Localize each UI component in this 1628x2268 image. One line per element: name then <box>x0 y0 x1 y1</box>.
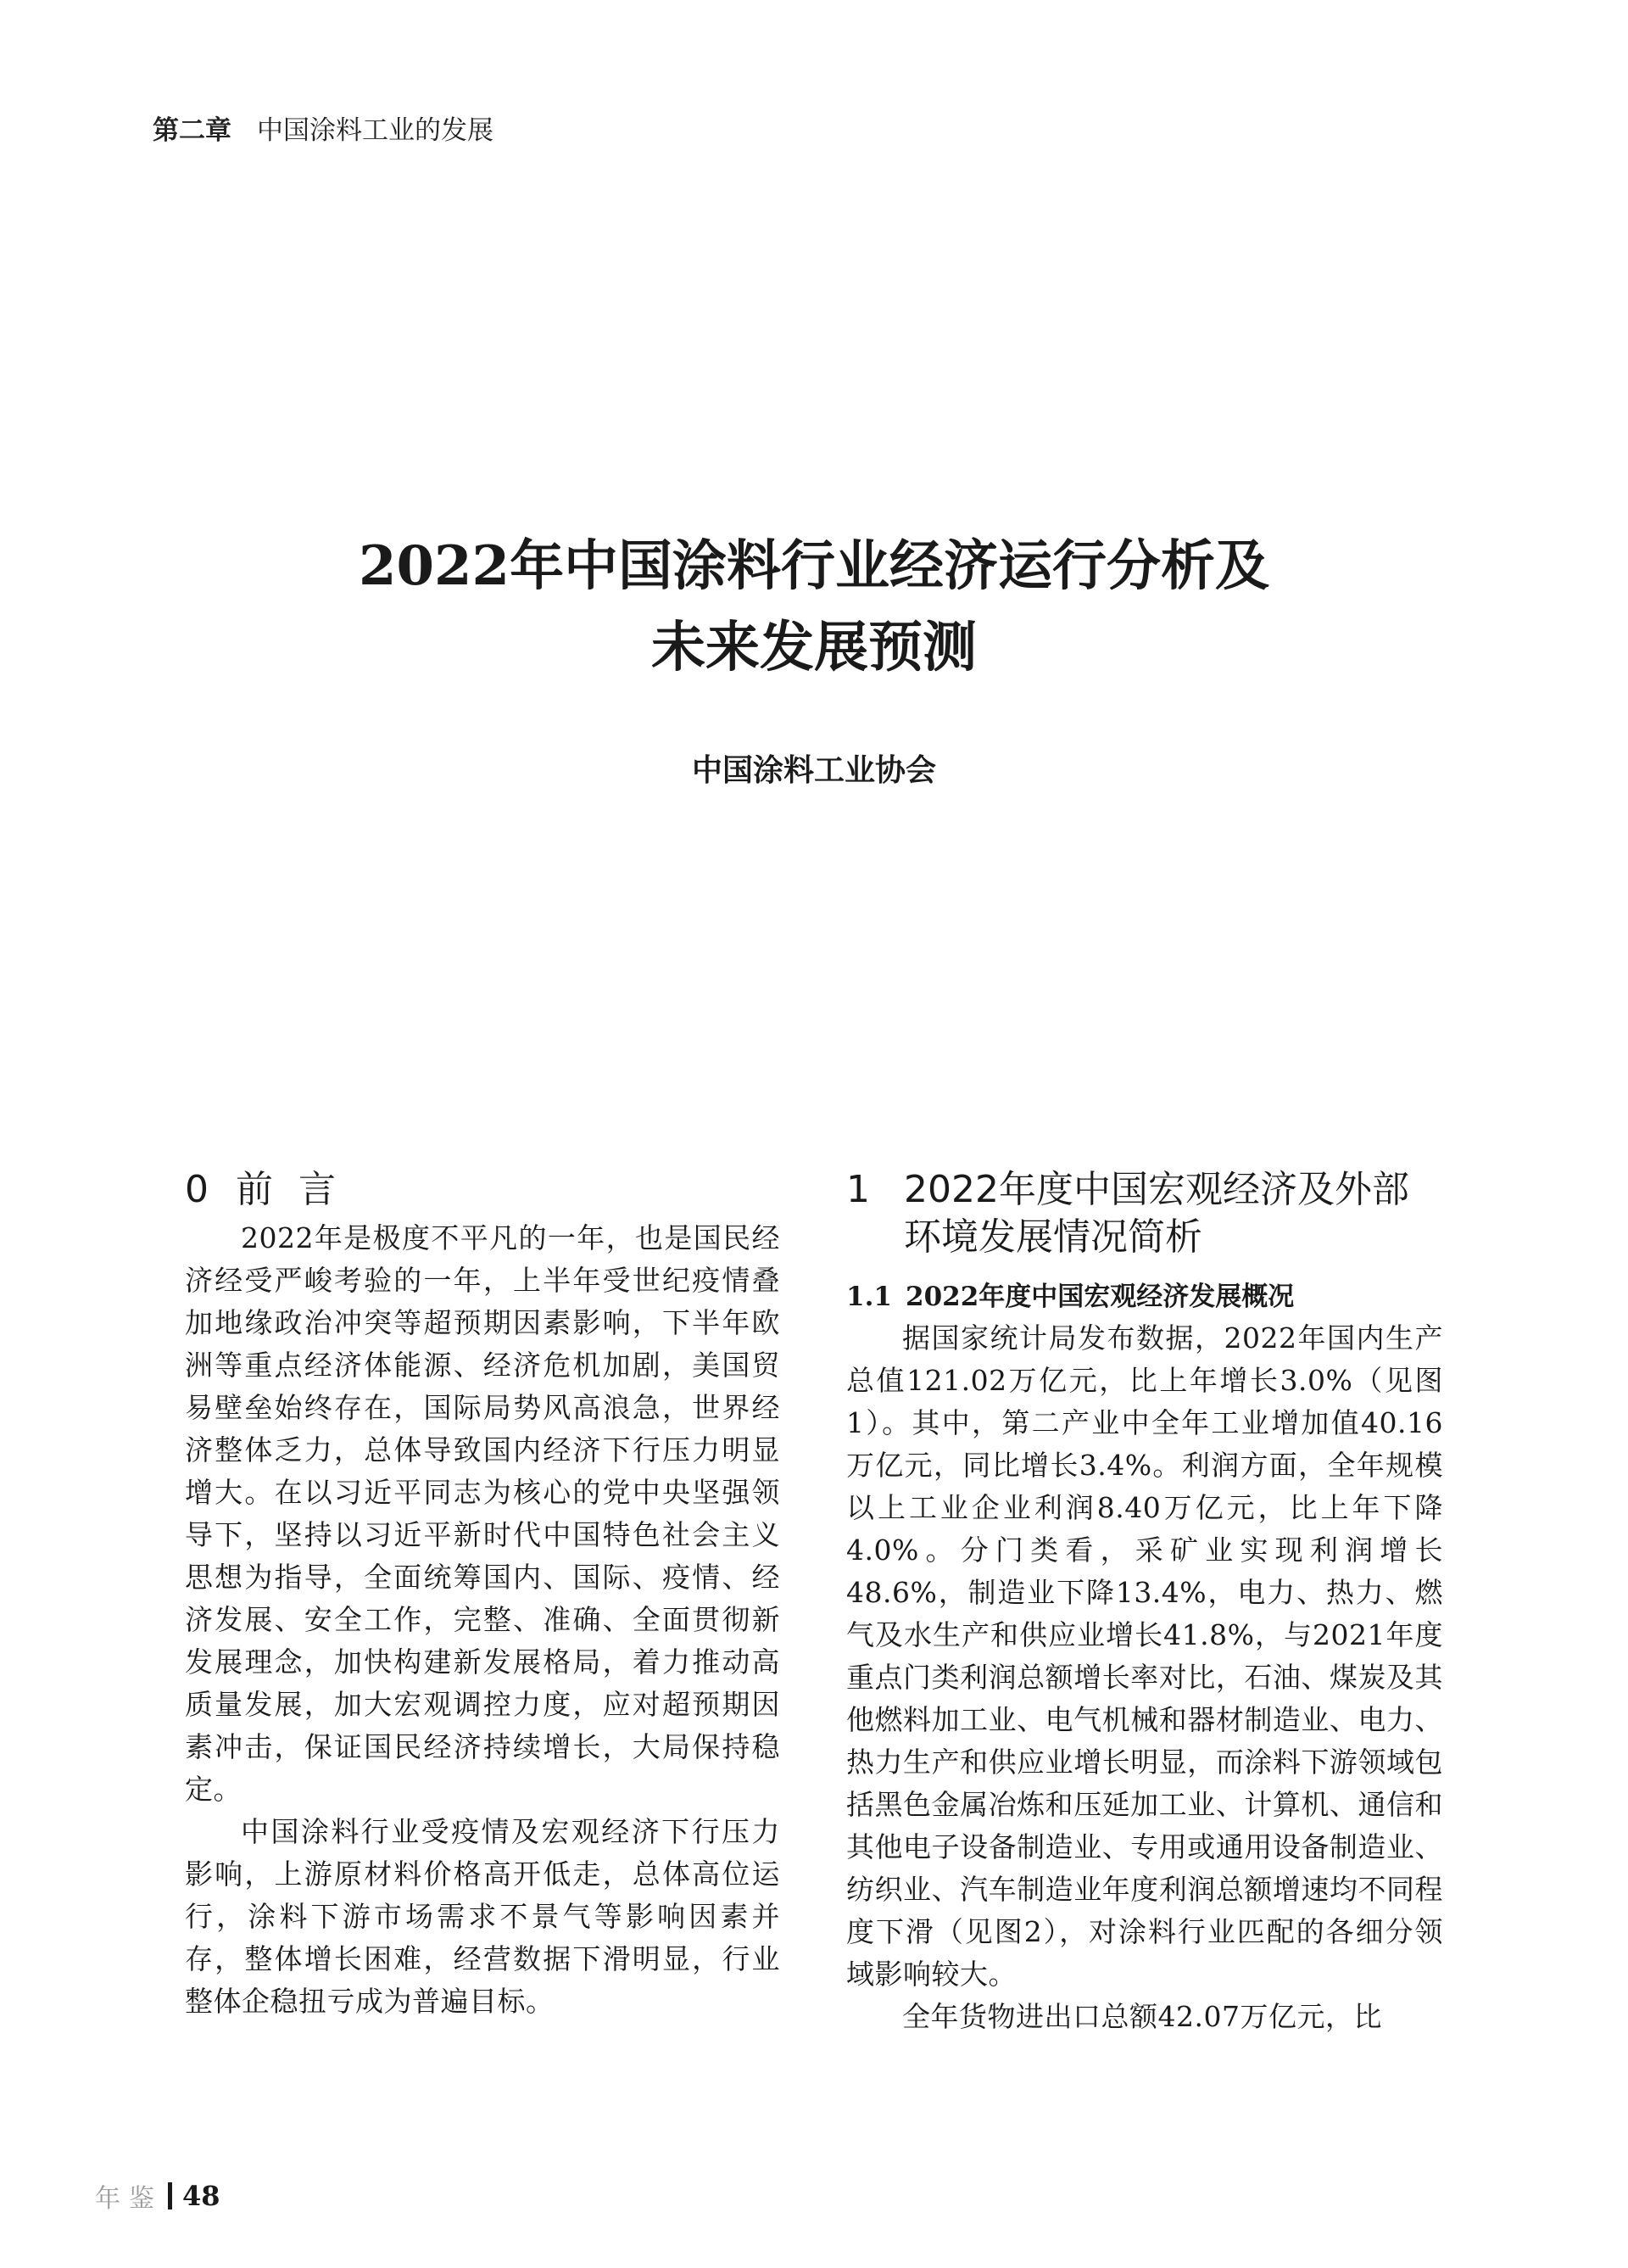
section-title: 2022年度中国宏观经济及外部 <box>904 1168 1409 1211</box>
article-title <box>0 526 1628 689</box>
paragraph: 中国涂料行业受疫情及宏观经济下行压力影响，上游原材料价格高开低走，总体高位运行，涂料下游市场需求不景气等影响因素并存，整体增长困难，经营数据下滑明显，行业整体企稳扭亏成为普遍目标。 <box>185 1815 780 2018</box>
chapter-title: 中国涂料工业的发展 <box>257 115 493 146</box>
section-heading-0 <box>185 1166 780 1214</box>
section-title-continued: 环境发展情况简析 <box>904 1215 1202 1259</box>
page-number: 48 <box>182 2180 220 2212</box>
page-footer <box>95 2177 220 2215</box>
title-line-1: 2022年中国涂料行业经济运行分析及 <box>358 534 1270 598</box>
paragraph: 2022年是极度不平凡的一年，也是国民经济经受严峻考验的一年，上半年受世纪疫情叠加地缘政治冲突等超预期因素影响，下半年欧洲等重点经济体能源、经济危机加剧，美国贸易壁垒始终存在，国际局势风高浪急，世界经济整体乏力，总体导致国内经济下行压力明显增大。在以习近平同志为核心的党中央坚强领导下，坚持以习近平新时代中国特色社会主义思想为指导，全面统筹国内、国际、疫情、经济发展、安全工作，完整、准确、全面贯彻新发展理念，加快构建新发展格局，着力推动高质量发展，加大宏观调控力度，应对超预期因素冲击，保证国民经济持续增长，大局保持稳定。 <box>185 1221 780 1806</box>
left-column <box>185 1166 780 2023</box>
subsection-number: 1.1 <box>846 1282 892 1312</box>
section-heading-1 <box>846 1166 1443 1214</box>
chapter-number: 第二章 <box>153 115 231 146</box>
subsection-title: 2022年度中国宏观经济发展概况 <box>906 1282 1295 1312</box>
section-title: 前言 <box>236 1168 361 1211</box>
book-name: 年鉴 <box>95 2184 163 2214</box>
section-number: 1 <box>846 1168 870 1211</box>
section-number: 0 <box>185 1168 209 1211</box>
title-line-2: 未来发展预测 <box>651 616 977 679</box>
author: 中国涂料工业协会 <box>691 753 936 788</box>
paragraph: 全年货物进出口总额42.07万亿元，比 <box>902 2000 1382 2033</box>
footer-divider <box>168 2182 172 2209</box>
running-header <box>153 109 493 147</box>
subsection-heading-1-1 <box>846 1280 1443 1314</box>
paragraph: 据国家统计局发布数据，2022年国内生产总值121.02万亿元，比上年增长3.0%（见图1）。其中，第二产业中全年工业增加值40.16万亿元，同比增长3.4%。利润方面，全年规模以上工业企业利润8.40万亿元，比上年下降4.0%。分门类看，采矿业实现利润增长48.6%，制造业下降13.4%，电力、热力、燃气及水生产和供应业增长41.8%，与2021年度重点门类利润总额增长率对比，石油、煤炭及其他燃料加工业、电气机械和器材制造业、电力、热力生产和供应业增长明显，而涂料下游领域包括黑色金属冶炼和压延加工业、计算机、通信和其他电子设备制造业、专用或通用设备制造业、纺织业、汽车制造业年度利润总额增速均不同程度下滑（见图2），对涂料行业匹配的各细分领域影响较大。 <box>846 1321 1443 1991</box>
right-column <box>846 1166 1443 2038</box>
